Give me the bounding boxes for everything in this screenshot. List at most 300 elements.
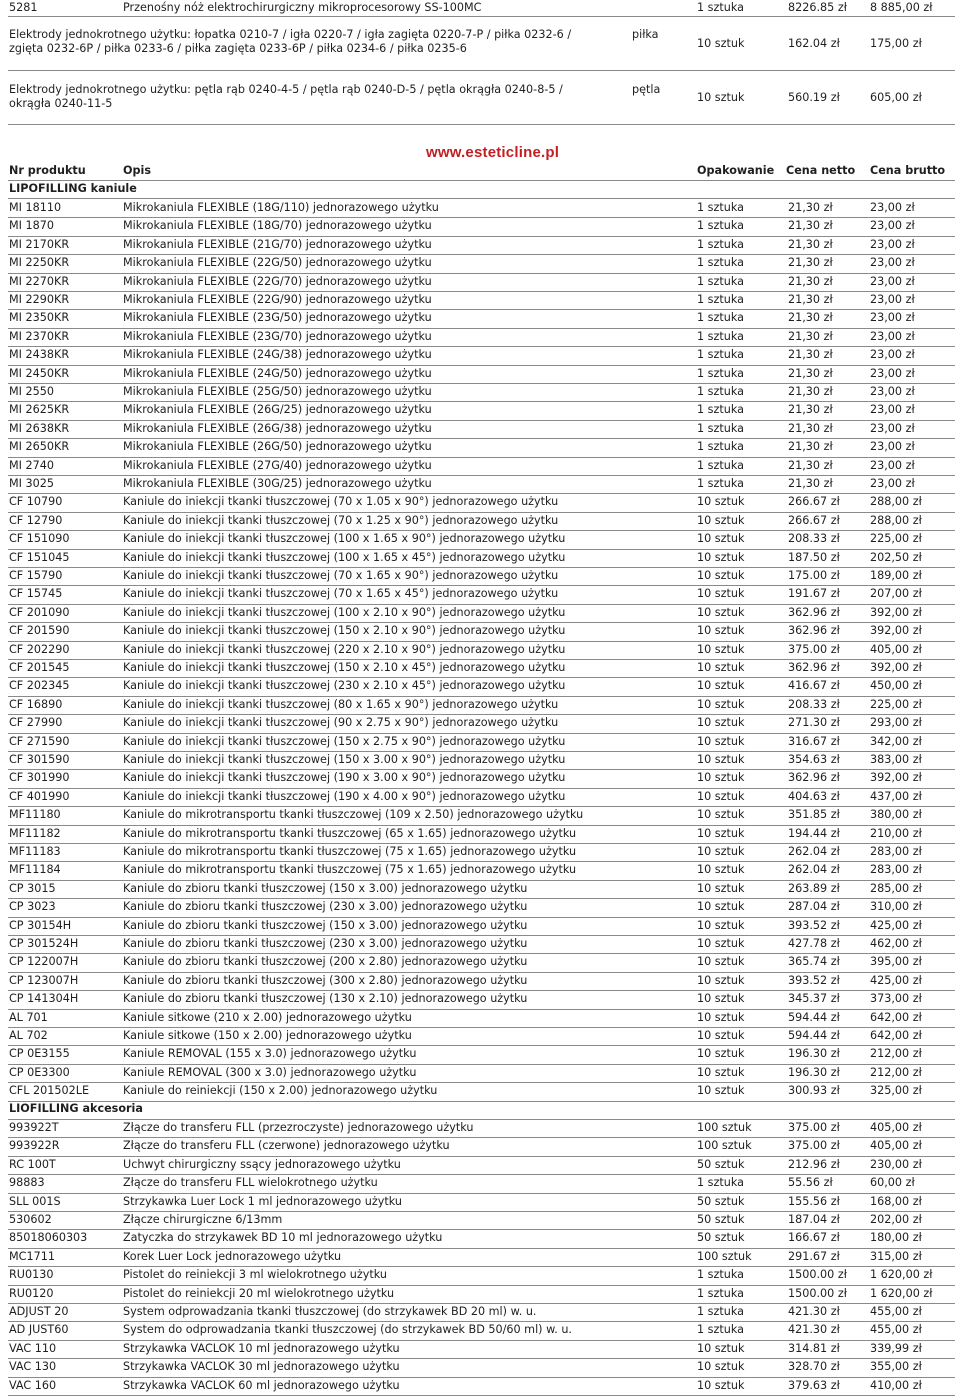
gross-price: 342,00 zł [870, 734, 922, 748]
product-code: CFL 201502LE [9, 1084, 90, 1098]
gross-price: 283,00 zł [870, 863, 922, 877]
package: 50 sztuk [697, 1157, 745, 1171]
row-separator [8, 70, 955, 71]
product-description: Mikrokaniula FLEXIBLE (25G/50) jednorazowego użytku [123, 385, 432, 398]
product-code: MF11180 [9, 808, 61, 822]
product-description: Mikrokaniula FLEXIBLE (27G/40) jednorazowego użytku [123, 458, 432, 472]
product-description: Kaniule do zbioru tkanki tłuszczowej (230 x 3.00) jednorazowego użytku [123, 900, 528, 914]
package: 10 sztuk [697, 881, 745, 895]
product-code: MI 3025 [9, 477, 54, 490]
gross-price: 23,00 zł [870, 385, 915, 398]
product-code: SLL 001S [9, 1194, 61, 1208]
product-code: MI 2350KR [9, 311, 70, 325]
package: 1 sztuka [697, 293, 744, 306]
gross-price: 437,00 zł [870, 789, 922, 803]
gross-price: 23,00 zł [870, 311, 915, 325]
gross-price: 60,00 zł [870, 1176, 915, 1190]
net-price: 291.67 zł [788, 1249, 840, 1263]
electrode-type: pętla [632, 83, 661, 96]
product-code: AL 701 [9, 1010, 48, 1024]
package: 10 sztuk [697, 918, 745, 932]
net-price: 365.74 zł [788, 955, 840, 969]
product-code: AL 702 [9, 1029, 48, 1042]
gross-price: 23,00 zł [870, 421, 915, 435]
product-description: Kaniule do iniekcji tkanki tłuszczowej (70 x 1.25 x 90°) jednorazowego użytku [123, 513, 559, 527]
product-description: Mikrokaniula FLEXIBLE (22G/70) jednorazowego użytku [123, 274, 432, 288]
package: 10 sztuk [697, 605, 745, 619]
row-separator [8, 861, 955, 862]
package: 10 sztuk [697, 1341, 745, 1355]
net-price: 271.30 zł [788, 716, 840, 730]
gross-price: 1 620,00 zł [870, 1268, 933, 1282]
product-code: RU0120 [9, 1286, 54, 1300]
row-separator [8, 843, 955, 844]
row-separator [8, 1248, 955, 1249]
package: 1 sztuka [697, 1268, 744, 1282]
product-description: Pistolet do reiniekcji 20 ml wielokrotnego użytku [123, 1286, 395, 1300]
product-description: Mikrokaniula FLEXIBLE (18G/110) jednorazowego użytku [123, 201, 439, 214]
net-price: 362.96 zł [788, 771, 840, 785]
row-separator [8, 659, 955, 660]
product-code: CF 202345 [9, 679, 70, 693]
product-description: Kaniule do iniekcji tkanki tłuszczowej (100 x 1.65 x 90°) jednorazowego użytku [123, 532, 566, 546]
gross-price: 23,00 zł [870, 458, 915, 472]
product-description: Kaniule do iniekcji tkanki tłuszczowej (70 x 1.65 x 45°) jednorazowego użytku [123, 587, 559, 601]
product-description: Kaniule do iniekcji tkanki tłuszczowej (220 x 2.10 x 90°) jednorazowego użytku [123, 642, 566, 656]
row-separator [8, 1303, 955, 1304]
net-price: 393.52 zł [788, 973, 840, 987]
gross-price: 410,00 zł [870, 1378, 922, 1392]
package: 10 sztuk [697, 789, 745, 803]
net-price: 316.67 zł [788, 734, 840, 748]
product-description: Złącze do transferu FLL (przezroczyste) jednorazowego użytku [123, 1121, 474, 1134]
gross-price: 202,00 zł [870, 1213, 922, 1226]
product-description: Kaniule do reiniekcji (150 x 2.00) jednorazowego użytku [123, 1084, 438, 1098]
section-title-lipofilling: LIPOFILLING kaniule [9, 182, 137, 195]
header-gross-price: Cena brutto [870, 164, 946, 177]
package: 10 sztuk [697, 37, 745, 50]
product-description: Uchwyt chirurgiczny ssący jednorazowego użytku [123, 1157, 401, 1171]
net-price: 194.44 zł [788, 826, 840, 840]
product-description: Kaniule do iniekcji tkanki tłuszczowej (80 x 1.65 x 90°) jednorazowego użytku [123, 697, 559, 711]
gross-price: 175,00 zł [870, 37, 922, 50]
row-separator [8, 493, 955, 494]
product-description: Mikrokaniula FLEXIBLE (24G/38) jednorazowego użytku [123, 348, 432, 362]
package: 1 sztuka [697, 329, 744, 343]
package: 10 sztuk [697, 808, 745, 822]
package: 100 sztuk [697, 1121, 752, 1134]
product-description: Mikrokaniula FLEXIBLE (26G/38) jednorazowego użytku [123, 421, 432, 435]
product-code: CF 151045 [9, 550, 70, 564]
gross-price: 23,00 zł [870, 274, 915, 288]
package: 10 sztuk [697, 1065, 745, 1079]
package: 10 sztuk [697, 1360, 745, 1374]
net-price: 375.00 zł [788, 642, 840, 656]
package: 50 sztuk [697, 1231, 745, 1245]
net-price: 187.04 zł [788, 1213, 840, 1226]
package: 1 sztuka [697, 201, 744, 214]
product-description: System do odprowadzania tkanki tłuszczowej (do strzykawek BD 50/60 ml) w. u. [123, 1323, 572, 1337]
row-separator [8, 1064, 955, 1065]
section-title-accessories: LIOFILLING akcesoria [9, 1101, 143, 1115]
product-description: Strzykawka Luer Lock 1 ml jednorazowego użytku [123, 1194, 402, 1208]
net-price: 8226.85 zł [788, 1, 847, 14]
package: 10 sztuk [697, 569, 745, 582]
net-price: 21,30 zł [788, 219, 833, 233]
gross-price: 202,50 zł [870, 550, 922, 564]
gross-price: 355,00 zł [870, 1360, 922, 1374]
gross-price: 212,00 zł [870, 1047, 922, 1061]
product-code: ADJUST 20 [9, 1305, 69, 1318]
net-price: 345.37 zł [788, 992, 840, 1006]
row-separator [8, 198, 955, 199]
net-price: 262.04 zł [788, 845, 840, 858]
gross-price: 450,00 zł [870, 679, 922, 693]
product-description: Kaniule do mikrotransportu tkanki tłuszczowej (75 x 1.65) jednorazowego użytku [123, 845, 577, 858]
product-code: CF 10790 [9, 495, 63, 509]
net-price: 21,30 zł [788, 237, 833, 251]
row-separator [8, 806, 955, 807]
product-description: Mikrokaniula FLEXIBLE (22G/50) jednorazowego użytku [123, 256, 432, 270]
package: 100 sztuk [697, 1139, 752, 1153]
gross-price: 373,00 zł [870, 992, 922, 1006]
package: 1 sztuka [697, 1, 744, 14]
package: 50 sztuk [697, 1194, 745, 1208]
row-separator [8, 1266, 955, 1267]
product-description: Kaniule do iniekcji tkanki tłuszczowej (230 x 2.10 x 45°) jednorazowego użytku [123, 679, 566, 693]
row-separator [8, 1137, 955, 1138]
row-separator [8, 1009, 955, 1010]
gross-price: 8 885,00 zł [870, 1, 933, 14]
product-description: Kaniule sitkowe (210 x 2.00) jednorazowego użytku [123, 1010, 412, 1024]
net-price: 314.81 zł [788, 1341, 840, 1355]
package: 10 sztuk [697, 1084, 745, 1098]
gross-price: 425,00 zł [870, 973, 922, 987]
product-description: Mikrokaniula FLEXIBLE (24G/50) jednorazowego użytku [123, 366, 432, 380]
gross-price: 395,00 zł [870, 955, 922, 969]
row-separator [8, 825, 955, 826]
row-separator [8, 917, 955, 918]
gross-price: 23,00 zł [870, 219, 915, 233]
row-separator [8, 898, 955, 899]
product-description: Strzykawka VACLOK 30 ml jednorazowego użytku [123, 1360, 400, 1374]
package: 10 sztuk [697, 513, 745, 527]
package: 10 sztuk [697, 937, 745, 950]
gross-price: 462,00 zł [870, 937, 922, 950]
product-description: Elektrody jednokrotnego użytku: pętla rąb 0240-4-5 / pętla rąb 0240-D-5 / pętla okrągła 0240-8-5 / okrągła 0240-11-5 [9, 83, 563, 110]
product-description: Kaniule do zbioru tkanki tłuszczowej (150 x 3.00) jednorazowego użytku [123, 918, 528, 932]
package: 1 sztuka [697, 421, 744, 435]
package: 50 sztuk [697, 1213, 745, 1226]
net-price: 594.44 zł [788, 1010, 840, 1024]
product-description: Kaniule do iniekcji tkanki tłuszczowej (70 x 1.05 x 90°) jednorazowego użytku [123, 495, 559, 509]
package: 10 sztuk [697, 550, 745, 564]
product-code: MI 2450KR [9, 366, 70, 380]
gross-price: 288,00 zł [870, 513, 922, 527]
row-separator [8, 1285, 955, 1286]
product-code: MI 1870 [9, 219, 54, 233]
gross-price: 425,00 zł [870, 918, 922, 932]
product-description: Pistolet do reiniekcji 3 ml wielokrotnego użytku [123, 1268, 387, 1282]
product-code: CP 3015 [9, 881, 56, 895]
package: 10 sztuk [697, 642, 745, 656]
product-description: Mikrokaniula FLEXIBLE (26G/25) jednorazowego użytku [123, 403, 432, 417]
package: 10 sztuk [697, 734, 745, 748]
package: 10 sztuk [697, 863, 745, 877]
net-price: 1500.00 zł [788, 1268, 847, 1282]
product-description: Mikrokaniula FLEXIBLE (30G/25) jednorazowego użytku [123, 477, 432, 490]
package: 10 sztuk [697, 91, 745, 104]
row-separator [8, 990, 955, 991]
header-net-price: Cena netto [786, 164, 856, 177]
electrode-type: piłka [632, 28, 659, 41]
row-separator [8, 383, 955, 384]
gross-price: 642,00 zł [870, 1029, 922, 1042]
product-description: Kaniule do zbioru tkanki tłuszczowej (130 x 2.10) jednorazowego użytku [123, 992, 528, 1006]
package: 10 sztuk [697, 679, 745, 693]
net-price: 196.30 zł [788, 1065, 840, 1079]
row-separator [8, 604, 955, 605]
product-code: CF 27990 [9, 716, 63, 730]
net-price: 21,30 zł [788, 477, 833, 490]
product-code: 530602 [9, 1213, 52, 1226]
package: 10 sztuk [697, 973, 745, 987]
gross-price: 293,00 zł [870, 716, 922, 730]
row-separator [8, 16, 955, 17]
row-separator [8, 254, 955, 255]
gross-price: 180,00 zł [870, 1231, 922, 1245]
gross-price: 23,00 zł [870, 440, 915, 454]
net-price: 393.52 zł [788, 918, 840, 932]
product-description: Kaniule do iniekcji tkanki tłuszczowej (100 x 1.65 x 45°) jednorazowego użytku [123, 550, 566, 564]
package: 1 sztuka [697, 403, 744, 417]
product-description: Kaniule do iniekcji tkanki tłuszczowej (190 x 4.00 x 90°) jednorazowego użytku [123, 789, 566, 803]
product-code: 993922T [9, 1121, 59, 1134]
gross-price: 315,00 zł [870, 1249, 922, 1263]
net-price: 375.00 zł [788, 1121, 840, 1134]
gross-price: 455,00 zł [870, 1323, 922, 1337]
product-description: Kaniule do iniekcji tkanki tłuszczowej (150 x 3.00 x 90°) jednorazowego użytku [123, 753, 566, 766]
row-separator [8, 1027, 955, 1028]
net-price: 351.85 zł [788, 808, 840, 822]
net-price: 208.33 zł [788, 697, 840, 711]
product-description: Kaniule do iniekcji tkanki tłuszczowej (100 x 2.10 x 90°) jednorazowego użytku [123, 605, 566, 619]
product-code: AD JUST60 [9, 1323, 69, 1337]
product-code: 85018060303 [9, 1231, 88, 1245]
row-separator [8, 1174, 955, 1175]
product-code: 5281 [9, 1, 38, 14]
net-price: 196.30 zł [788, 1047, 840, 1061]
product-code: MI 2370KR [9, 329, 70, 343]
row-separator [8, 1045, 955, 1046]
header-code: Nr produktu [9, 164, 86, 177]
row-separator [8, 124, 955, 125]
gross-price: 605,00 zł [870, 91, 922, 104]
product-code: CP 0E3300 [9, 1065, 70, 1079]
gross-price: 23,00 zł [870, 201, 915, 214]
product-description: Kaniule do mikrotransportu tkanki tłuszczowej (75 x 1.65) jednorazowego użytku [123, 863, 577, 877]
gross-price: 642,00 zł [870, 1010, 922, 1024]
row-separator [8, 549, 955, 550]
row-separator [8, 438, 955, 439]
product-description: Mikrokaniula FLEXIBLE (26G/50) jednorazowego użytku [123, 440, 432, 454]
website-link[interactable]: www.esteticline.pl [426, 144, 560, 161]
net-price: 187.50 zł [788, 550, 840, 564]
row-separator [8, 622, 955, 623]
net-price: 21,30 zł [788, 311, 833, 325]
product-code: CP 3023 [9, 900, 56, 914]
product-description: Kaniule sitkowe (150 x 2.00) jednorazowego użytku [123, 1029, 412, 1042]
net-price: 191.67 zł [788, 587, 840, 601]
product-code: MI 2170KR [9, 237, 70, 251]
row-separator [8, 677, 955, 678]
product-code: CF 16890 [9, 697, 63, 711]
gross-price: 207,00 zł [870, 587, 922, 601]
product-description: Mikrokaniula FLEXIBLE (18G/70) jednorazowego użytku [123, 219, 432, 233]
net-price: 375.00 zł [788, 1139, 840, 1153]
gross-price: 339,99 zł [870, 1341, 922, 1355]
package: 10 sztuk [697, 697, 745, 711]
package: 10 sztuk [697, 1029, 745, 1042]
product-description: Kaniule do zbioru tkanki tłuszczowej (300 x 2.80) jednorazowego użytku [123, 973, 528, 987]
package: 1 sztuka [697, 256, 744, 270]
row-separator [8, 1340, 955, 1341]
package: 10 sztuk [697, 624, 745, 638]
net-price: 594.44 zł [788, 1029, 840, 1042]
net-price: 266.67 zł [788, 513, 840, 527]
package: 1 sztuka [697, 1323, 744, 1337]
gross-price: 230,00 zł [870, 1157, 922, 1171]
net-price: 21,30 zł [788, 256, 833, 270]
product-description: Mikrokaniula FLEXIBLE (23G/70) jednorazowego użytku [123, 329, 432, 343]
package: 10 sztuk [697, 900, 745, 914]
product-description: Kaniule do iniekcji tkanki tłuszczowej (150 x 2.10 x 45°) jednorazowego użytku [123, 661, 566, 674]
row-separator [8, 236, 955, 237]
header-description: Opis [123, 164, 152, 177]
net-price: 166.67 zł [788, 1231, 840, 1245]
row-separator [8, 641, 955, 642]
product-description: Kaniule do iniekcji tkanki tłuszczowej (70 x 1.65 x 90°) jednorazowego użytku [123, 569, 559, 582]
package: 10 sztuk [697, 532, 745, 546]
row-separator [8, 420, 955, 421]
product-code: VAC 110 [9, 1341, 57, 1355]
product-code: CF 201090 [9, 605, 70, 619]
product-code: MF11184 [9, 863, 61, 877]
product-code: MI 2250KR [9, 256, 70, 270]
net-price: 21,30 zł [788, 421, 833, 435]
product-code: CP 0E3155 [9, 1047, 70, 1061]
product-code: RC 100T [9, 1157, 56, 1171]
net-price: 266.67 zł [788, 495, 840, 509]
gross-price: 383,00 zł [870, 753, 922, 766]
package: 1 sztuka [697, 274, 744, 288]
gross-price: 23,00 zł [870, 256, 915, 270]
net-price: 21,30 zł [788, 385, 833, 398]
net-price: 155.56 zł [788, 1194, 840, 1208]
product-code: RU0130 [9, 1268, 54, 1282]
net-price: 162.04 zł [788, 37, 840, 50]
net-price: 175.00 zł [788, 569, 840, 582]
product-code: CP 123007H [9, 973, 79, 987]
net-price: 21,30 zł [788, 274, 833, 288]
row-separator [8, 935, 955, 936]
product-code: MI 2740 [9, 458, 54, 472]
row-separator [8, 365, 955, 366]
package: 10 sztuk [697, 1378, 745, 1392]
product-code: CF 401990 [9, 789, 70, 803]
net-price: 21,30 zł [788, 366, 833, 380]
row-separator [8, 1193, 955, 1194]
product-description: Kaniule do iniekcji tkanki tłuszczowej (90 x 2.75 x 90°) jednorazowego użytku [123, 716, 559, 730]
net-price: 427.78 zł [788, 937, 840, 950]
product-description: Kaniule do zbioru tkanki tłuszczowej (200 x 2.80) jednorazowego użytku [123, 955, 528, 969]
gross-price: 23,00 zł [870, 477, 915, 490]
row-separator [8, 585, 955, 586]
product-code: MF11182 [9, 826, 61, 840]
gross-price: 225,00 zł [870, 532, 922, 546]
gross-price: 210,00 zł [870, 826, 922, 840]
product-code: CF 15790 [9, 569, 63, 582]
product-code: MI 2270KR [9, 274, 70, 288]
net-price: 421.30 zł [788, 1305, 840, 1318]
product-description: Kaniule do zbioru tkanki tłuszczowej (150 x 3.00) jednorazowego użytku [123, 881, 528, 895]
gross-price: 225,00 zł [870, 697, 922, 711]
product-description: Strzykawka VACLOK 10 ml jednorazowego użytku [123, 1341, 400, 1355]
product-description: Przenośny nóż elektrochirurgiczny mikroprocesorowy SS-100MC [123, 1, 482, 14]
product-description: Mikrokaniula FLEXIBLE (22G/90) jednorazowego użytku [123, 293, 432, 306]
gross-price: 212,00 zł [870, 1065, 922, 1079]
gross-price: 23,00 zł [870, 403, 915, 417]
package: 1 sztuka [697, 458, 744, 472]
product-code: CF 201590 [9, 624, 70, 638]
net-price: 300.93 zł [788, 1084, 840, 1098]
net-price: 21,30 zł [788, 329, 833, 343]
row-separator [8, 972, 955, 973]
package: 1 sztuka [697, 219, 744, 233]
product-code: CF 271590 [9, 734, 70, 748]
product-description: Kaniule REMOVAL (155 x 3.0) jednorazowego użytku [123, 1047, 417, 1061]
row-separator [8, 180, 955, 181]
row-separator [8, 1229, 955, 1230]
product-description: Kaniule REMOVAL (300 x 3.0) jednorazowego użytku [123, 1065, 417, 1079]
gross-price: 392,00 zł [870, 661, 922, 674]
net-price: 421.30 zł [788, 1323, 840, 1337]
row-separator [8, 1211, 955, 1212]
package: 1 sztuka [697, 1176, 744, 1190]
net-price: 262.04 zł [788, 863, 840, 877]
net-price: 55.56 zł [788, 1176, 833, 1190]
gross-price: 405,00 zł [870, 1139, 922, 1153]
package: 10 sztuk [697, 826, 745, 840]
row-separator [8, 309, 955, 310]
product-code: CF 201545 [9, 661, 70, 674]
row-separator [8, 769, 955, 770]
row-separator [8, 1101, 955, 1102]
gross-price: 23,00 zł [870, 329, 915, 343]
product-description: Kaniule do mikrotransportu tkanki tłuszczowej (109 x 2.50) jednorazowego użytku [123, 808, 584, 822]
product-description: System odprowadzania tkanki tłuszczowej (do strzykawek BD 20 ml) w. u. [123, 1305, 537, 1318]
package: 1 sztuka [697, 1286, 744, 1300]
row-separator [8, 291, 955, 292]
net-price: 21,30 zł [788, 458, 833, 472]
net-price: 362.96 zł [788, 605, 840, 619]
row-separator [8, 788, 955, 789]
product-description: Korek Luer Lock jednorazowego użytku [123, 1249, 342, 1263]
package: 1 sztuka [697, 348, 744, 362]
net-price: 287.04 zł [788, 900, 840, 914]
product-description: Kaniule do iniekcji tkanki tłuszczowej (150 x 2.10 x 90°) jednorazowego użytku [123, 624, 566, 638]
product-code: CF 15745 [9, 587, 63, 601]
